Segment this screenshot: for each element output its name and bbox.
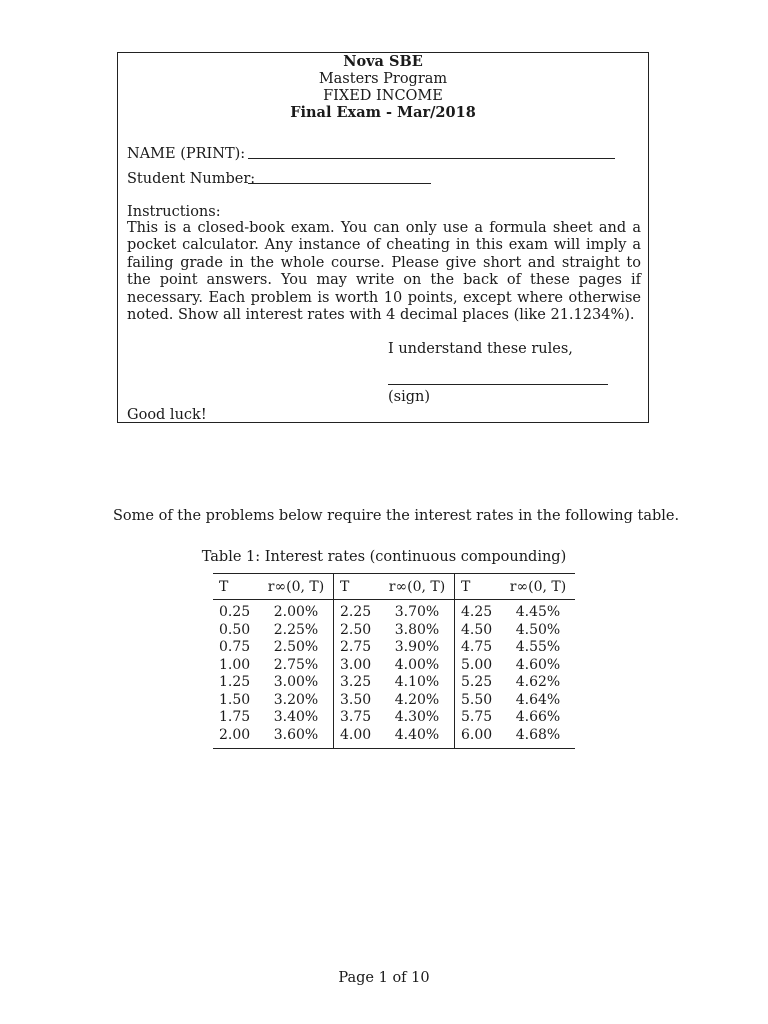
table-cell: 3.75: [340, 709, 372, 725]
table-cell: 4.68%: [515, 726, 561, 743]
table-cell: 4.60%: [515, 656, 561, 673]
table-cell: 4.50: [461, 621, 493, 638]
table-row: [213, 600, 575, 622]
student-number-write-line[interactable]: [248, 183, 431, 184]
exam-title: Final Exam - Mar/2018: [290, 104, 476, 121]
table-row: [213, 674, 575, 692]
table-cell: 1.00: [219, 656, 251, 673]
table-cell: 5.25: [461, 674, 493, 690]
interest-rates-table: [213, 573, 575, 749]
table-cell: 4.30%: [380, 709, 455, 727]
table-cell: 4.75: [461, 639, 493, 655]
table-cell: 5.00: [461, 656, 493, 673]
table-cell: 4.00: [340, 726, 372, 743]
header-cell: r∞(0, T): [501, 574, 575, 600]
table-cell: 0.50: [219, 621, 251, 638]
table-cell: 4.50%: [515, 621, 561, 638]
table-cell: 2.75%: [259, 657, 334, 675]
table-cell: 3.00%: [259, 674, 334, 692]
table-cell: 4.10%: [380, 674, 455, 692]
header-cell: T: [213, 574, 259, 600]
table-row: [213, 639, 575, 657]
table-cell: 0.75: [219, 639, 251, 655]
table-row: [213, 622, 575, 640]
table-cell: 1.75: [219, 709, 251, 725]
table-row: [213, 657, 575, 675]
table-cell: 2.25: [340, 604, 372, 620]
table-cell: 3.00: [340, 656, 372, 673]
header-cell: T: [455, 574, 502, 600]
table-cell: 2.00%: [259, 600, 334, 622]
table-cell: 3.90%: [380, 639, 455, 657]
instructions-text: This is a closed-book exam. You can only use a formula sheet and a pocket calculator. Any instance of cheating in this exam will imply a failing grade in the whole course. Please give short and straight to the point answers. You may write on the back of these pages if necessary. Each problem is worth 10 points, except where otherwise noted. Show all interest rates with 4 decimal places (like 21.1234%).: [127, 220, 641, 324]
table-cell: 1.25: [219, 674, 251, 690]
name-write-line[interactable]: [248, 158, 615, 159]
header-cell: r∞(0, T): [259, 574, 334, 600]
table-cell: 3.25: [340, 674, 372, 690]
table-cell: 3.70%: [380, 600, 455, 622]
course-title: FIXED INCOME: [323, 88, 443, 104]
table-cell: 2.75: [340, 639, 372, 655]
instructions-title: Instructions:: [127, 204, 221, 220]
table-cell: 2.25%: [259, 622, 334, 640]
signature-line[interactable]: [388, 384, 608, 385]
table-cell: 4.45%: [515, 604, 561, 620]
table-cell: 3.80%: [380, 622, 455, 640]
exam-cover-box: [117, 52, 649, 423]
table-cell: 4.40%: [380, 727, 455, 749]
intro-paragraph: Some of the problems below require the interest rates in the following table.: [113, 508, 680, 524]
table-cell: 2.00: [219, 726, 251, 743]
table-cell: 2.50%: [259, 639, 334, 657]
table-cell: 4.66%: [515, 709, 561, 725]
table-cell: 3.40%: [259, 709, 334, 727]
table-caption: Table 1: Interest rates (continuous compounding): [201, 549, 567, 565]
table-cell: 5.75: [461, 709, 493, 725]
header-cell: r∞(0, T): [380, 574, 455, 600]
table-cell: 4.64%: [515, 691, 561, 708]
table-cell: 4.25: [461, 604, 493, 620]
name-label: NAME (PRINT):: [127, 146, 246, 162]
table-row: [213, 727, 575, 749]
table-cell: 5.50: [461, 691, 493, 708]
page-number: Page 1 of 10: [338, 970, 430, 986]
table-cell: 3.20%: [259, 692, 334, 710]
header-cell: T: [334, 574, 381, 600]
table-cell: 0.25: [219, 604, 251, 620]
table-cell: 2.50: [340, 621, 372, 638]
student-number-label: Student Number:: [127, 171, 256, 187]
sign-label: (sign): [388, 389, 431, 405]
table-row: [213, 692, 575, 710]
table-cell: 6.00: [461, 726, 493, 743]
table-cell: 3.50: [340, 691, 372, 708]
table-cell: 4.00%: [380, 657, 455, 675]
program-name: Masters Program: [318, 71, 448, 87]
good-luck-text: Good luck!: [127, 407, 207, 423]
table-cell: 4.20%: [380, 692, 455, 710]
table-cell: 4.55%: [515, 639, 561, 655]
table-cell: 4.62%: [515, 674, 561, 690]
table-cell: 3.60%: [259, 727, 334, 749]
school-name: Nova SBE: [343, 53, 423, 70]
understand-rules-text: I understand these rules,: [388, 341, 573, 357]
table-header-row: [213, 574, 575, 600]
table-cell: 1.50: [219, 691, 251, 708]
table-row: [213, 709, 575, 727]
